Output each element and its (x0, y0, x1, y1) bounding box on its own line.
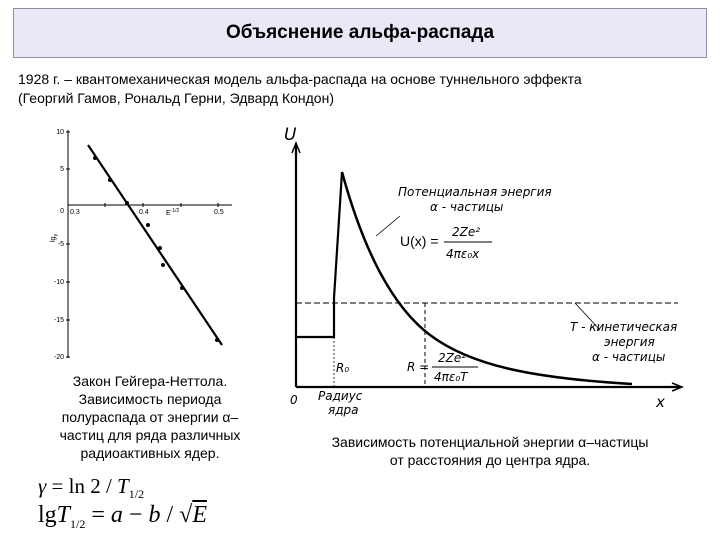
intro-line-1: 1928 г. – квантомеханическая модель альфа-распада на основе туннельного эффекта (18, 71, 582, 87)
data-point (146, 223, 150, 227)
kinetic-label-line-2: энергия (604, 335, 655, 349)
formula-decay-constant: $\gamma = \ln 2 / T_{1/2}$ (38, 474, 145, 502)
origin-label: 0 (290, 393, 298, 407)
caption-line: Закон Гейгера-Неттола. (72, 373, 228, 389)
geiger-nuttall-plot (66, 130, 232, 358)
y-tick-label: -5 (57, 241, 64, 248)
data-point (158, 246, 162, 250)
kinetic-label-line-3: α - частицы (592, 350, 666, 364)
data-point (125, 201, 129, 205)
r-lhs: R = (407, 360, 430, 374)
x-tick-label: 0.4 (139, 209, 149, 216)
geiger-nuttall-fit-line (88, 145, 222, 345)
ux-denominator: 4πε₀x (446, 247, 480, 261)
caption-line: частиц для ряда различных (59, 427, 241, 443)
nucleus-label-line-1: Радиус (318, 389, 363, 403)
caption-line: полураспада от энергии α– (61, 409, 239, 425)
y-tick-label: 5 (60, 166, 64, 173)
y-tick-label: 10 (56, 129, 64, 136)
y-tick-label: -15 (53, 317, 64, 324)
data-point (108, 178, 112, 182)
potential-well (296, 172, 342, 337)
kinetic-label-line-1: T - кинетическая (570, 320, 678, 334)
caption-line: от расстояния до центра ядра. (389, 452, 591, 468)
left-caption (28, 372, 272, 462)
caption-line: радиоактивных ядер. (80, 445, 220, 461)
x-axis-letter: x (656, 393, 665, 411)
u-axis-label: U (284, 125, 297, 145)
y-tick-label: 0 (60, 208, 64, 215)
nucleus-label-line-2: ядра (328, 403, 359, 417)
formula-geiger-nuttall: lgT$_{1/2}$ = a − b / √E (38, 502, 207, 531)
left-tick-labels (50, 129, 224, 361)
potential-label-line-2: α - частицы (430, 200, 504, 214)
potential-labels (284, 125, 677, 417)
y-tick-label: -10 (53, 279, 64, 286)
r0-label: R₀ (336, 361, 350, 375)
ux-lhs: U(x) = (400, 233, 439, 249)
r-denominator: 4πε₀T (434, 370, 468, 384)
caption-line: Зависимость периода (78, 391, 222, 407)
intro-line-2: (Георгий Гамов, Рональд Герни, Эдвард Кондон) (18, 90, 334, 106)
slide-title: Объяснение альфа-распада (225, 22, 495, 43)
data-point (180, 286, 184, 290)
right-caption (300, 433, 680, 469)
potential-label-line-1: Потенциальная энергия (398, 185, 552, 199)
r-numerator: 2Ze² (438, 351, 467, 365)
x-axis-label: $E^{-1/2}$ (166, 208, 180, 217)
ux-numerator: 2Ze² (452, 225, 481, 239)
caption-line: Зависимость потенциальной энергии α–частицы (331, 434, 649, 450)
data-point (161, 263, 165, 267)
potential-leader (376, 216, 400, 236)
data-point (93, 156, 97, 160)
x-tick-label: 0.5 (214, 209, 224, 216)
y-tick-label: -20 (53, 354, 64, 361)
y-axis-label: $\lg_\gamma$ (50, 234, 59, 242)
x-tick-label: 0.3 (70, 209, 80, 216)
data-point (215, 338, 219, 342)
